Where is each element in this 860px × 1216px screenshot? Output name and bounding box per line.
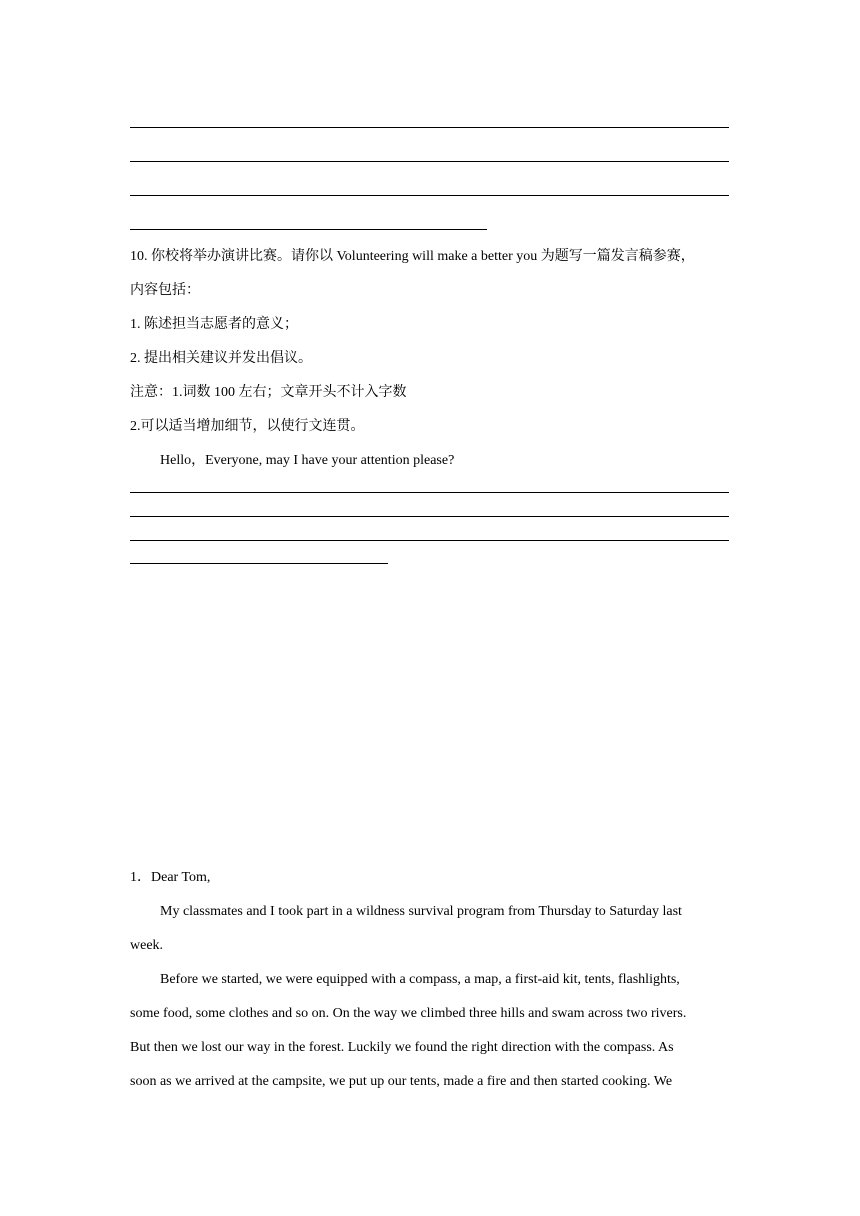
writing-line: [130, 492, 729, 493]
requirement-item-1: 1. 陈述担当志愿者的意义；: [130, 317, 298, 332]
answer-heading: 1．Dear Tom,: [130, 870, 211, 885]
speech-opening: Hello，Everyone, may I have your attention please?: [160, 453, 455, 468]
answer-paragraph-2-line: Before we started, we were equipped with a compass, a map, a first-aid kit, tents, flashlights,: [160, 972, 680, 987]
note-line-1: 注意：1.词数 100 左右；文章开头不计入字数: [130, 385, 407, 400]
answer-line: [130, 229, 487, 230]
answer-line: [130, 161, 729, 162]
question-10-prompt: 10. 你校将举办演讲比赛。请你以 Volunteering will make a better you 为题写一篇发言稿参赛，: [130, 249, 695, 264]
writing-line: [130, 563, 388, 564]
answer-paragraph-2-line: But then we lost our way in the forest. Luckily we found the right direction with the compass. As: [130, 1040, 674, 1055]
answer-line: [130, 127, 729, 128]
answer-paragraph-1-line: My classmates and I took part in a wildness survival program from Thursday to Saturday last: [160, 904, 682, 919]
answer-paragraph-1-line: week.: [130, 938, 164, 953]
requirement-item-2: 2. 提出相关建议并发出倡议。: [130, 351, 312, 366]
answer-paragraph-2-line: soon as we arrived at the campsite, we put up our tents, made a fire and then started cooking. We: [130, 1074, 673, 1089]
question-10-prompt-cont: 内容包括：: [130, 283, 200, 298]
writing-line: [130, 516, 729, 517]
answer-paragraph-2-line: some food, some clothes and so on. On the way we climbed three hills and swam across two rivers.: [130, 1006, 687, 1021]
answer-line: [130, 195, 729, 196]
writing-line: [130, 540, 729, 541]
note-line-2: 2.可以适当增加细节，以使行文连贯。: [130, 419, 365, 434]
